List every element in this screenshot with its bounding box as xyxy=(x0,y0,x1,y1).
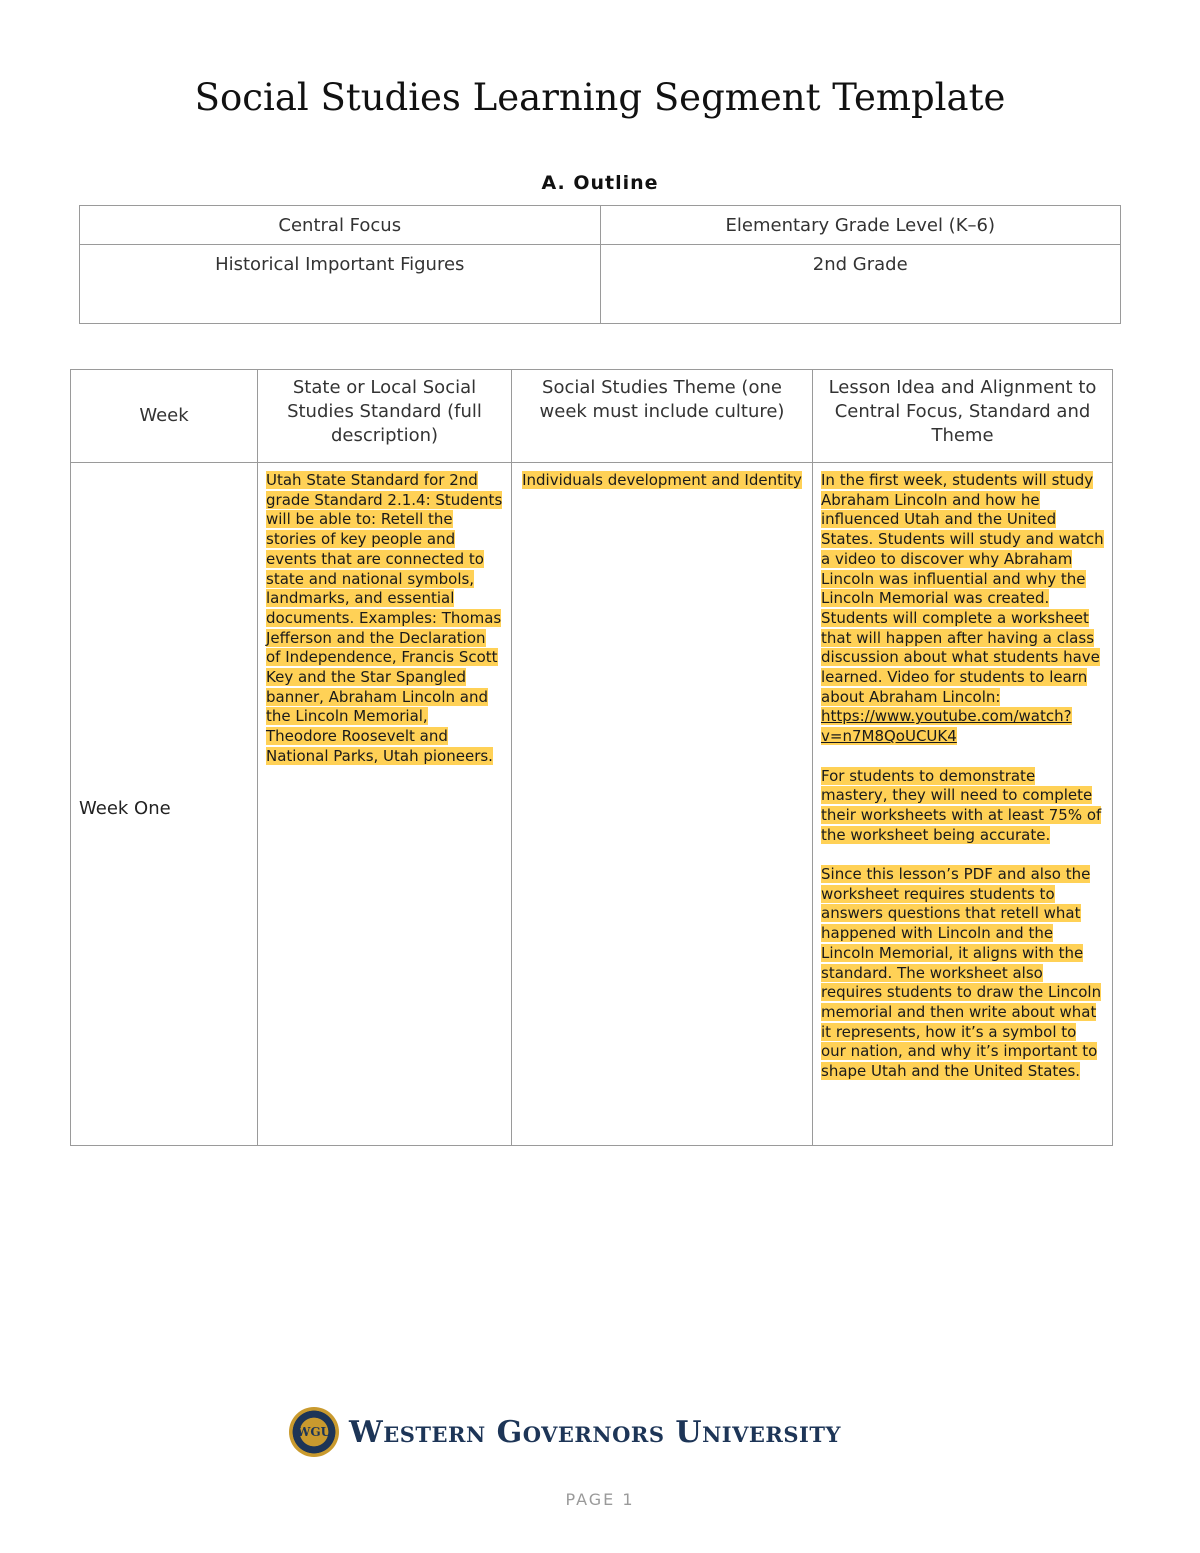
outline-header-grade-level: Elementary Grade Level (K–6) xyxy=(600,206,1121,245)
outline-grade-level-value: 2nd Grade xyxy=(600,245,1121,324)
header-theme: Social Studies Theme (one week must include culture) xyxy=(512,370,813,463)
lesson-paragraph-2: Students will complete a worksheet that will happen after having a class discussion about what students have learned. Video for students to learn about Abraham Lincoln: xyxy=(821,608,1100,706)
lesson-cell xyxy=(813,463,1113,1146)
outline-header-central-focus: Central Focus xyxy=(80,206,601,245)
theme-cell xyxy=(512,463,813,1146)
outline-header-row xyxy=(80,206,1121,245)
theme-text: Individuals development and Identity xyxy=(522,471,802,489)
outline-table xyxy=(79,205,1121,324)
wgu-wordmark: Western Governors University xyxy=(349,1414,841,1450)
page-number: PAGE 1 xyxy=(565,1490,635,1509)
document-title: Social Studies Learning Segment Template xyxy=(194,76,1006,119)
wgu-logo xyxy=(289,1404,841,1460)
table-row xyxy=(71,463,1113,1146)
outline-value-row xyxy=(80,245,1121,324)
standard-cell xyxy=(258,463,512,1146)
wgu-seal-icon: WGU xyxy=(289,1407,339,1457)
lesson-paragraph-1: In the first week, students will study Abraham Lincoln and how he influenced Utah and the United States. Students will study and watch a video to discover why Abraham Lincoln was influential and why the Lincoln Memorial was created. xyxy=(821,471,1104,608)
header-week: Week xyxy=(71,370,258,463)
standard-text: Utah State Standard for 2nd grade Standard 2.1.4: Students will be able to: Retell the stories of key people and events that are connected to state and national symbols, landmarks, and essential documents. Examples: Thomas Jefferson and the Declaration of Independence, Francis Scott Key and the Star Spangled banner, Abraham Lincoln and the Lincoln Memorial, Theodore Roosevelt and National Parks, Utah pioneers. xyxy=(266,471,503,765)
segment-header-row xyxy=(71,370,1113,463)
video-link[interactable]: https://www.youtube.com/watch?v=n7M8QoUCUK4 xyxy=(821,707,1072,746)
header-standard: State or Local Social Studies Standard (full description) xyxy=(258,370,512,463)
week-cell: Week One xyxy=(71,463,258,1146)
lesson-paragraph-3: For students to demonstrate mastery, they will need to complete their worksheets with at least 75% of the worksheet being accurate. xyxy=(821,766,1102,844)
lesson-paragraph-4: Since this lesson’s PDF and also the worksheet requires students to answers questions that retell what happened with Lincoln and the Lincoln Memorial, it aligns with the standard. The worksheet also requires students to draw the Lincoln memorial and then write about what it represents, how it’s a symbol to our nation, and why it’s important to shape Utah and the United States. xyxy=(821,865,1102,1081)
section-heading: A. Outline xyxy=(541,172,659,194)
learning-segment-table xyxy=(70,369,1113,1146)
header-lesson-idea: Lesson Idea and Alignment to Central Focus, Standard and Theme xyxy=(813,370,1113,463)
outline-central-focus-value: Historical Important Figures xyxy=(80,245,601,324)
